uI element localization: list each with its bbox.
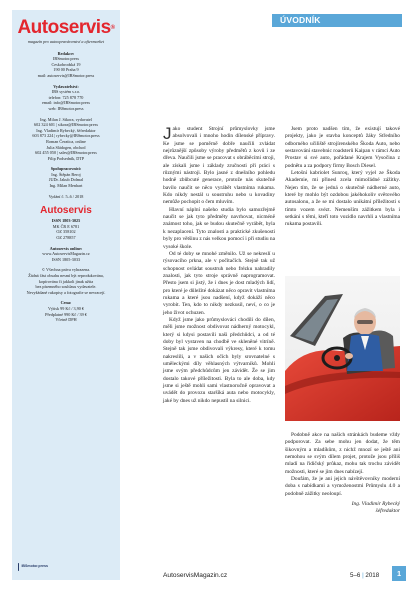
masthead-sidebar [12,10,120,580]
price-heading: Cena: [60,300,72,306]
issue-line: Vydání č. 5–6 / 2018 [48,193,84,199]
autoservis-logo: Autoservis® [17,17,115,38]
signature [285,501,400,516]
logo-tagline: magazín pro autoopravárenství a aftermarket [27,39,105,44]
staff-line: Roman Čeratica, online [46,138,86,144]
article-paragraph: Když jsme jako průmyslováci chodili do dílen, měli jsme možnost obdivovat nádherný motocykl, který si kdysi postavili naši předchůdci, a od té doby byl vystaven na chodbě ve skleněné vitríně. Stejně tak jsme obdivovali výkresy, které k tomu nakreslili, a v našich očích byly srovnatelné s uměleckými díly věhlasných výtvarníků. Mohli jsme svým předchůdcům jen závidět. Že se jim dostalo takové příležitosti. Byla to ale doba, kdy jsme si ještě mohli sami vlastnoručně opravovat a uvádět do provozu staršíká auta nebo motocykly, jaké by dnes už nikdo nepustil na silnici. [163,316,275,404]
vydavatelstvi-phone: telefon: 725 878 770 [48,94,84,100]
vydavatelstvi-block [17,89,115,111]
issn-line: OZ 358102 [56,229,76,235]
page-number: 1 [392,566,406,581]
online-block [17,251,115,262]
redakce-line: IBSmotor.press [53,56,79,62]
photo-illustration [285,276,400,421]
issn-line: MK ČR E 6781 [52,223,80,229]
contributor-line: Ing. Milan Menhart [49,183,83,189]
legal-line: bez písemného souhlasu vydavatele. [35,284,97,290]
redakce-line: 190 00 Praha 9 [53,67,79,73]
legal-line: Nevyžádané rukopisy a fotografie se nevracejí. [26,289,106,295]
online-issn: ISSN 1805-3033 [51,256,81,262]
publisher-logo-text: IBSmotor.press [21,564,48,569]
vydavatelstvi-line: IBS systém s.r.o. [51,89,81,95]
editor-in-car-photo [285,276,400,421]
footer-year: 2018 [365,572,380,579]
autoservis-logo-small: Autoservis [40,205,92,217]
article-paragraph: Letošní kabriolet Sunroq, který vyjel ze Škoda Akademie, mi přinesl zcela mimořádné zážitky. Nejen tím, že se jedná o skutečně nádherné auto, které by mohlo být ozdobou jakéhokoliv světového autosalonu, a že se mi dostalo unikátní příležitosti s tímto vozem svézt. Nemenším zážitkem byla i setkání s těmi, kteří toto vozidlo navrhli a vlastníma rukama postavili. [285,170,400,228]
price-block [17,306,115,323]
legal-line: kopírována či jakkoli jinak užita [38,278,94,284]
dropcap: J [163,124,172,143]
staff-line: Julia Sládogen, obchod [46,144,86,150]
legal-line: Žádná část obsahu nesmí být reprodukována, [28,273,104,278]
legal-line: © Všechna práva vyhrazena. [41,267,91,273]
spolupracovnici-block [17,172,115,189]
redakce-heading: Redakce: [57,50,75,56]
article-column-2-top [285,126,400,229]
signature-name: Ing. Vladimír Rybecký [351,501,400,508]
article-paragraph: Od té doby se mnohé změnilo. Už se nekreslí u rýsovacího prkna, ale v počítačích. Stejně tak už schopnost ovládat soustruh nebo frézku nahradily znalosti, jak tyto stroje správně naprogramovat. Přesto jsem si jistý, že i dnes je dost mladých lidí, pro které je důležité dokázat něco opravit vlastníma rukama a které jsou nadšení, když dokáží něco vyrobit. Ten, kdo to nikdy nezkusil, neví, o co je jeho život ochuzen. [163,250,275,316]
footer-url[interactable]: AutoservisMagazin.cz [163,572,228,579]
online-url[interactable]: www.AutoservisMagazin.cz [42,251,90,257]
section-header: ÚVODNÍK [272,14,402,27]
spolupracovnici-heading: Spolupracovníci: [50,166,82,172]
staff-line: Ing. Vladimír Rybecký, šéfredaktor [36,127,96,133]
vydavatelstvi-email[interactable]: email: info@IBSmotor.press [41,100,91,106]
article-paragraph: Hlavní náplní našeho studia bylo samozřejmě naučit se jak tyto předměty navrhovat, nicméně známost toho, jak se budou skutečně vyrábět, byla k nezaplacení. Tyto znalosti a praktické zkušenosti byly pro většinu z nás velkou pomocí i při studiu na vysoké škole. [163,206,275,250]
publisher-logo [18,560,48,574]
article-paragraph: Podobně akce na našich stránkách budeme vždy podporovat. Za sebe mohu jen dodat, že těm šikovným a mladíkům, z nichž mnozí se ještě ani nemohou se svým dílem projet, protože jsou příliš mladí na řidičský průkaz, mohu tak trochu závidět možnosti, které se jim dnes nabízejí. [285,432,400,475]
legal-block [17,267,115,295]
contributor-line: JUDr. Jakub Dolmal [48,177,84,183]
article-paragraph: Jsem proto nadšen tím, že existují takové projekty, jako je stavba konceptů žáky Středního odborného učiliště strojírenského Škoda Auto, nebo sestavování stavebnic roadsterů Kaipan v rámci Auto Prostav si své auto, pořádané Krajem Vysočina z podnětu a za podpory firmy Bosch Diesel. [285,126,400,169]
footer-issue-number: 5–6 [350,572,361,579]
redakce-line: Ceskobrodská 19 [51,61,81,67]
staff-line: Ing. Milan J. Sikora, vydavatel [40,116,92,122]
staff-line: 602 455 050 | sales@IBSmotor.press [35,150,97,156]
footer-issue [350,572,379,579]
article-paragraph: Jako student Strojní průmyslovky jsme absolvovali i mnoho hodin dílenské přípravy. Ke jsme se poměrně dobře naučili zvládat nejrůznější způsoby výroby předmětů z kovů i ze dřeva. Naučili jsme se pracovat s obráběcími stroji, ale získali jsme i základy zručnosti při práci s různými nástroji. Bylo jasné z dnešního pohledu hodně zbůbcuté generace, protože nás skutečně bavilo naučit se něco vyrábět vlastníma rukama. Kdo nikdy nestál u soustruhu nebo u kovadiny nemůže pochopit o čem mluvím. [163,124,275,206]
redakce-email[interactable]: mail: autoservis@IBSmotor.press [37,72,95,78]
staff-line: Filip Podsedník, DTP [47,155,85,161]
online-heading: Autoservis online: [49,245,83,251]
issn-line: ISSN 1803-3025 [51,218,81,224]
issn-block [17,218,115,240]
contributor-line: Ing. Štěpán Beroj [51,171,81,177]
footer-separator: | [362,572,364,579]
price-line: Výtisk 99 Kč / 3,90 € [47,305,85,311]
staff-line: 602 324 601 | sikora@IBSmotor.press [34,122,98,128]
redakce-block [17,56,115,78]
price-line: Předplatné 990 Kč / 39 € [45,311,87,317]
staff-block [17,117,115,162]
issn-line: OZ 278857 [56,235,76,241]
vydavatelstvi-heading: Vydavatelství: [53,83,79,89]
staff-line: 603 873 224 | rybecky@IBSmotor.press [32,133,100,139]
signature-role: šéfredaktor [375,508,400,515]
price-line: Včetně DPH [55,317,77,323]
article-column-1 [163,126,275,405]
article-paragraph: Doufám, že je ani jejich návštěvovníky moderní doba s nabídkami a vymoženostmi Průmyslu 4.0 a podobně zážitky neoloupí. [285,476,400,497]
publisher-mark-icon [18,563,19,571]
vydavatelstvi-web[interactable]: web: IBSmotor.press [48,105,84,111]
article-column-2-bottom [285,432,400,516]
